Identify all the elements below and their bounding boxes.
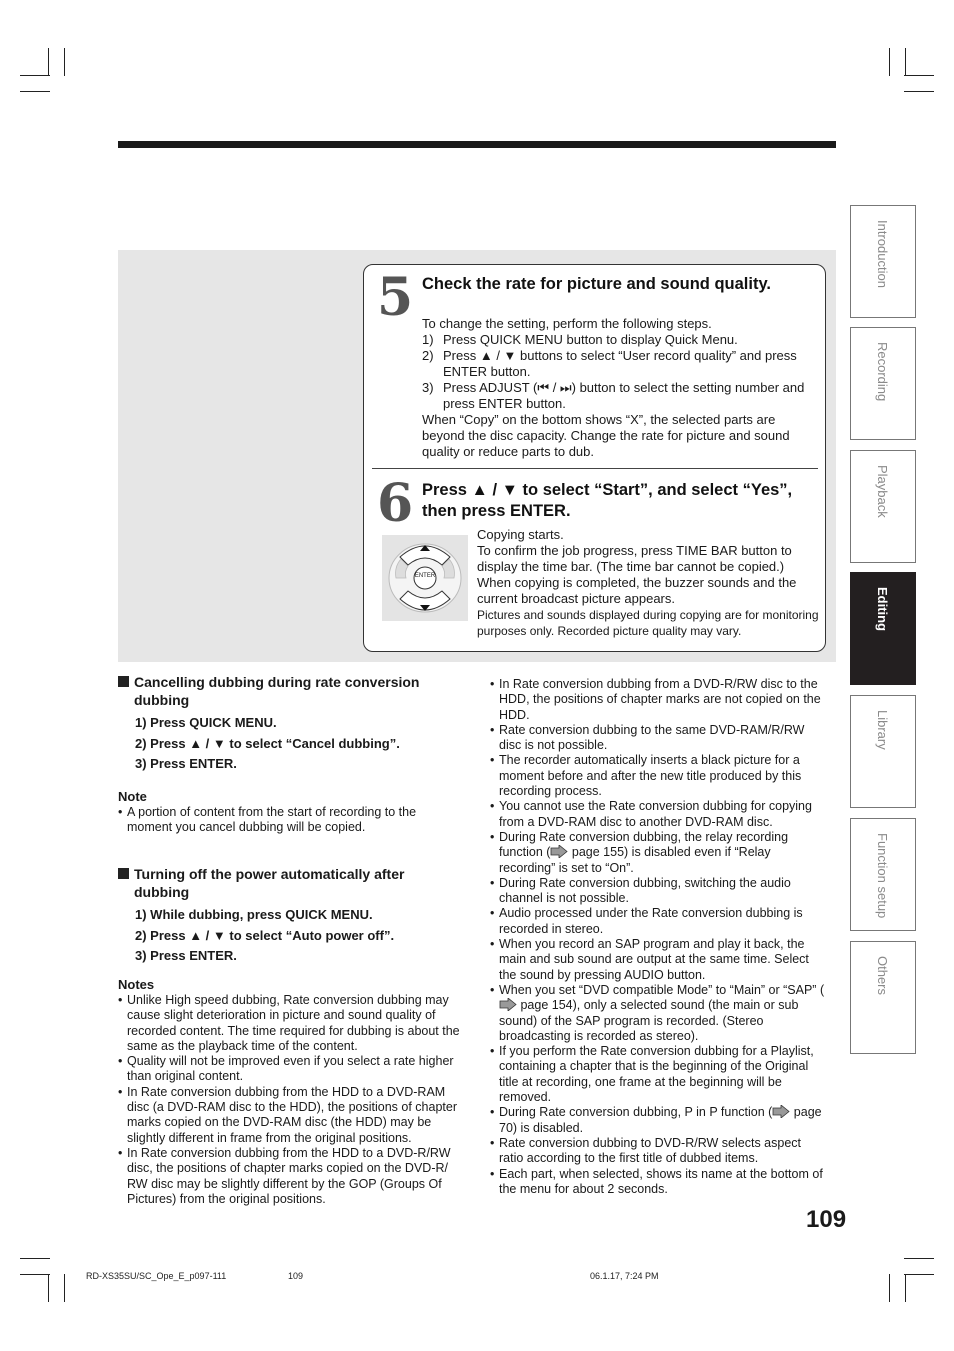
crop-mark: [889, 48, 890, 76]
list-item: 3) Press ENTER.: [135, 948, 237, 963]
list-item: 3) Press ADJUST (⏮ / ⏭) button to select the setting number and press ENTER button.: [422, 380, 805, 411]
crop-mark: [64, 1274, 65, 1302]
list-item: • Rate conversion dubbing to DVD-R/RW selects aspect ratio according to the first title of dubbed items.: [490, 1135, 801, 1166]
crop-mark: [904, 91, 934, 92]
list-item: • During Rate conversion dubbing, switching the audio channel is not possible.: [490, 875, 791, 906]
cancel-note: [118, 805, 463, 836]
list-item: • Rate conversion dubbing to the same DVD-RAM/R/RW disc is not possible.: [490, 722, 805, 753]
list-item: • Audio processed under the Rate conversion dubbing is recorded in stereo.: [490, 906, 803, 936]
list-item: 2) Press ▲ / ▼ to select “Cancel dubbing”.: [135, 735, 400, 751]
enter-label: ENTER: [414, 573, 436, 579]
list-item: • Each part, when selected, shows its name at the bottom of the menu for about 2 seconds.: [490, 1166, 823, 1196]
cancel-steps: [135, 713, 465, 775]
header-rule: [118, 141, 836, 148]
list-item: • When you set “DVD compatible Mode” to “Main” or “SAP” ( page 154), only a selected sound (the main or sub sound) of the SAP program is recorded. (Stereo broadcasting is recorded as stereo).: [490, 982, 825, 1043]
page-number: 109: [806, 1206, 847, 1233]
power-section-heading: Turning off the power automatically after dubbing: [118, 865, 448, 901]
crop-mark: [20, 75, 50, 76]
step-5-title: Check the rate for picture and sound quality.: [422, 275, 771, 293]
page-reference-arrow-icon: [499, 998, 517, 1011]
list-item: 1) While dubbing, press QUICK MENU.: [135, 907, 373, 922]
footer-timestamp: 06.1.17, 7:24 PM: [590, 1271, 659, 1281]
list-item: 1) Press QUICK MENU button to display Quick Menu.: [422, 332, 738, 347]
list-item: 2) Press ▲ / ▼ to select “Auto power off”.: [135, 927, 395, 943]
crop-mark: [48, 1274, 49, 1302]
list-item: 3) Press ENTER.: [135, 756, 237, 771]
footer-file: RD-XS35SU/SC_Ope_E_p097-111: [86, 1271, 227, 1281]
step-6-line: To confirm the job progress, press TIME BAR button to display the time bar. (The time bar cannot be copied.): [477, 543, 792, 574]
tab-introduction[interactable]: Introduction: [850, 205, 916, 318]
tab-function-setup[interactable]: Function setup: [850, 818, 916, 931]
note-heading: Note: [118, 789, 147, 804]
step-5-body: [422, 316, 817, 460]
footer-page: 109: [288, 1271, 304, 1281]
square-bullet-icon: [118, 676, 129, 687]
step-6-small-note: Pictures and sounds displayed during copying are for monitoring purposes only. Recorded picture quality may vary.: [477, 608, 819, 638]
list-item: • Quality will not be improved even if you select a rate higher than original content.: [118, 1054, 454, 1084]
step-5-intro: To change the setting, perform the following steps.: [422, 316, 712, 331]
crop-mark: [904, 1274, 934, 1275]
step-divider: [372, 468, 818, 469]
list-item: • In Rate conversion dubbing from the HDD to a DVD-R/RW disc, the positions of chapter marks copied on the DVD-R/ RW disc may be slightly different by the GOP (Groups Of Pictures) from the original positions.: [118, 1145, 451, 1206]
crop-mark: [905, 1274, 906, 1302]
crop-mark: [904, 1258, 934, 1259]
list-item: • During Rate conversion dubbing, P in P function ( page 70) is disabled.: [490, 1105, 822, 1135]
copy-capacity-note: When “Copy” on the bottom shows “X”, the selected parts are beyond the disc capacity. Change the rate for picture and sound quality or reduce parts to dub.: [422, 412, 790, 459]
notes-heading: Notes: [118, 977, 155, 992]
power-steps: [135, 905, 465, 967]
list-item: • In Rate conversion dubbing from a DVD-R/RW disc to the HDD, the positions of chapter marks are not copied on the HDD.: [490, 677, 821, 722]
tab-library[interactable]: Library: [850, 695, 916, 808]
tab-recording[interactable]: Recording: [850, 327, 916, 440]
step-6-number: 6: [377, 473, 414, 534]
crop-mark: [20, 1274, 50, 1275]
list-item: • In Rate conversion dubbing from the HDD to a DVD-RAM disc (a DVD-RAM disc to the HDD), the positions of chapter marks copied on the DVD-RAM disc (the HDD) may be slightly different in frame from the original positions.: [118, 1084, 457, 1145]
crop-mark: [20, 91, 50, 92]
crop-mark: [889, 1274, 890, 1302]
list-item: • A portion of content from the start of recording to the moment you cancel dubbing will be copied.: [118, 805, 417, 835]
tab-others[interactable]: Others: [850, 941, 916, 1054]
tab-playback[interactable]: Playback: [850, 450, 916, 563]
list-item: 2) Press ▲ / ▼ buttons to select “User record quality” and press ENTER button.: [422, 348, 797, 379]
list-item: • When you record an SAP program and play it back, the main and sub sound are output at the same time. Select the sound by pressing AUDIO button.: [490, 937, 809, 982]
remote-dpad-icon: [382, 535, 468, 621]
list-item: • If you perform the Rate conversion dubbing for a Playlist, containing a chapter that is the beginning of the Original title at recording, one frame at the beginning will be removed.: [490, 1044, 814, 1105]
step-5-number: 5: [377, 267, 414, 328]
list-item: • You cannot use the Rate conversion dubbing for copying from a DVD-RAM disc to another DVD-RAM disc.: [490, 799, 812, 829]
step-6-body: [477, 527, 822, 639]
cancel-section-heading: Cancelling dubbing during rate conversion dubbing: [118, 673, 448, 709]
step-6-title: Press ▲ / ▼ to select “Start”, and select “Yes”, then press ENTER.: [422, 481, 793, 520]
crop-mark: [20, 1258, 50, 1259]
crop-mark: [64, 48, 65, 76]
power-notes: [118, 993, 463, 1207]
crop-mark: [904, 75, 934, 76]
square-bullet-icon: [118, 868, 129, 879]
list-item: • The recorder automatically inserts a black picture for a moment before and after the new title produced by this recording process.: [490, 753, 802, 799]
list-item: • During Rate conversion dubbing, the relay recording function ( page 155) is disabled even if “Relay recording” is set to “On”.: [490, 829, 789, 875]
page-reference-arrow-icon: [550, 845, 568, 858]
list-item: • Unlike High speed dubbing, Rate conversion dubbing may cause slight deterioration in picture and sound quality of recorded content. The time required for dubbing is about the same as the playback time of the content.: [118, 993, 460, 1053]
step-6-line: Copying starts.: [477, 527, 564, 542]
page-reference-arrow-icon: [772, 1105, 790, 1118]
crop-mark: [48, 48, 49, 76]
tab-editing[interactable]: Editing: [850, 572, 916, 685]
right-notes: [490, 677, 828, 1197]
crop-mark: [905, 48, 906, 76]
list-item: 1) Press QUICK MENU.: [135, 715, 277, 730]
step-6-line: When copying is completed, the buzzer sounds and the current broadcast picture appears.: [477, 575, 797, 606]
